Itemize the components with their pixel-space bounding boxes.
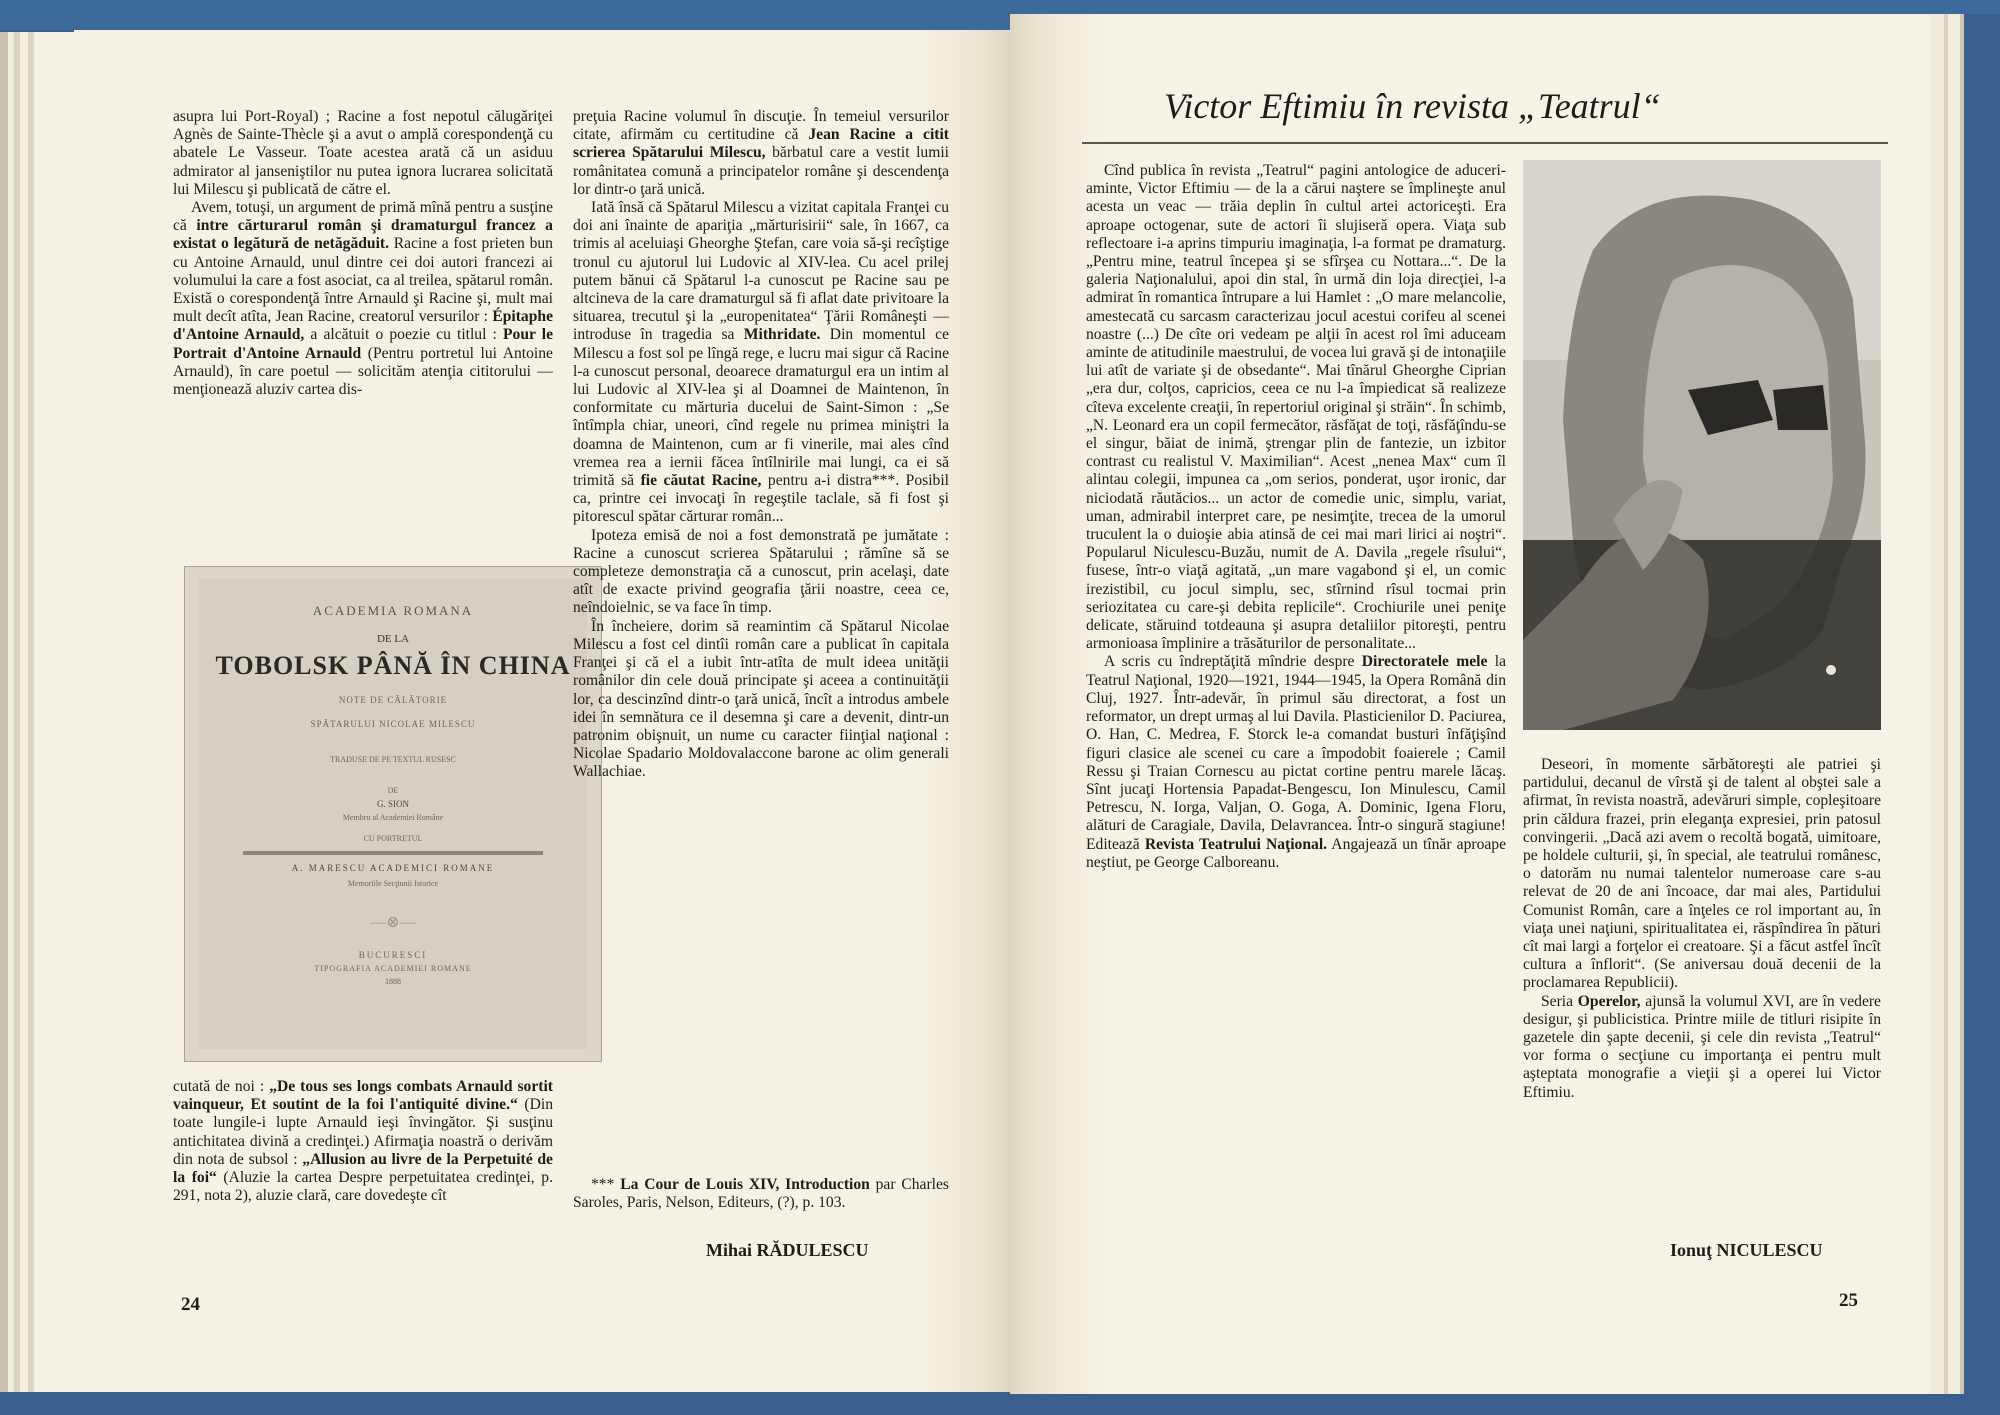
figure-academy-line: ACADEMIA ROMANA (312, 603, 474, 618)
bold-phrase: Operelor, (1577, 992, 1641, 1010)
bold-phrase: „Allusion au livre de la Perpetuité de la foi“ (173, 1150, 553, 1187)
article-headline: Victor Eftimiu în revista „Teatrul“ (1164, 86, 1661, 126)
bold-phrase: Revista Teatrului Naţional. (1144, 835, 1328, 853)
portrait-illustration (1523, 160, 1881, 730)
figure-portrait-note: CU PORTRETUL (363, 834, 423, 843)
paragraph: Avem, totuşi, un argument de primă mînă pentru a susţine că intre cărturarul român şi dramaturgul francez a existat o legătură de netăgăduit. Racine a fost prieten bun cu Antoine Arnauld, unul dintre cei doi autori francezi ai volumului la care a fost asociat, ca al treilea, spătarul român. Există o corespondenţă între Arnauld şi Racine şi, mult mai mult decît atîta, Jean Racine, creatorul versurilor : Épitaphe d'Antoine Arnauld, a alcătuit o poezie cu titlul : Pour le Portrait d'Antoine Arnauld (Pentru portretul lui Antoine Arnauld), în care poetul — solicităm atenţia cititorului — menţionează aluziv cartea dis- (173, 199, 553, 399)
figure-printer: TIPOGRAFIA ACADEMIEI ROMANE (314, 964, 472, 973)
right-column-2 (1523, 756, 1881, 1102)
book-title-page-image (184, 566, 602, 1062)
left-column-1-top (173, 108, 553, 399)
left-column-1-bottom (173, 1078, 553, 1205)
paragraph: cutată de noi : „De tous ses longs combats Arnauld sortit vainqueur, Et soutint de la foi l'antiquité divine.“ (Din toate lungile-i lupte Arnauld ieşi învingător. Şi susţinu antichitatea divină a credinţei.) Afirmaţia noastră o derivăm din nota de subsol : „Allusion au livre de la Perpetuité de la foi“ (Aluzie la cartea Despre perpetuitatea credinţei, p. 291, nota 2), aluzie clară, care dovedeşte cît (173, 1078, 554, 1205)
bold-phrase: „De tous ses longs combats Arnauld sortit vainqueur, Et soutint de la foi l'antiquité divine.“ (173, 1078, 553, 1114)
paragraph: asupra lui Port-Royal) ; Racine a fost nepotul călugăriţei Agnès de Sainte-Thècle şi a avut o amplă corespondenţă cu abatele Le Vasseur. Toate acestea arată că un asiduu admirator al janseniştilor nu putea ignora lucrarea solicitată lui Milescu şi publicată de către el. (173, 108, 553, 198)
page-stack-right (1930, 14, 2000, 1394)
bold-phrase: Directoratele mele (1361, 653, 1488, 671)
figure-series: Memoriile Secţiunii Istorice (347, 879, 439, 888)
figure-ornament (243, 851, 543, 855)
paragraph: Seria Operelor, ajunsă la volumul XVI, are în vedere desigur, şi publicistica. Printre miile de titluri risipite în gazetele din şapte decenii, şi cele din revista „Teatrul“ vor forma o secţiune cu importanţa ei pentru mult aşteptata monografie a vieţii şi a operei lui Victor Eftimiu. (1523, 992, 1881, 1101)
figure-translator: G. SION (376, 799, 409, 809)
figure-author: SPĂTARULUI NICOLAE MILESCU (310, 719, 476, 729)
footnote (573, 1176, 949, 1212)
bold-phrase: Mithridate. (743, 326, 821, 344)
headline-rule (1082, 142, 1888, 144)
portrait-photo (1523, 160, 1881, 730)
bold-phrase: Jean Racine a citit scrierea Spătarului Milescu, (573, 126, 949, 162)
figure-divider: —⊗— (370, 914, 416, 931)
figure-title: TOBOLSK PÂNĂ ÎN CHINA (215, 651, 571, 680)
bold-phrase: intre cărturarul român şi dramaturgul francez a existat o legătură de netăgăduit. (173, 217, 553, 253)
paragraph: Ipoteza emisă de noi a fost demonstrată pe jumătate : Racine a cunoscut scrierea Spătarului ; rămîne să se completeze demonstraţia că a cunoscut, prin acelaşi, date atît de exacte privind geografia ţării noastre, ceea ce, neîndoielnic, se va face în timp. (573, 526, 949, 617)
paragraph: Deseori, în momente sărbătoreşti ale patriei şi partidului, decanul de vîrstă şi de talent al obştei sale a afirmat, în revista noastră, adevăruri simple, copleşitoare prin căldura frazei, prin eleganţa expresiei, prin patosul convingerii. „Dacă azi avem o recoltă bogată, uimitoare, pe holdele culturii, şi, în special, ale teatrului românesc, o datorăm nu numai talentelor numeroase care s-au relevat de 20 de ani încoace, dar mai ales, Partidului Comunist Român, care a înţeles ce rol important au, în viaţa unei naţiuni, spiritualitatea ei, răspîndirea în pături cît mai largi a forţelor ei creatoare. Şi a făcut astfel încît cultura a înflorit“. (Se aniversau două decenii de la proclamarea Republicii). (1523, 756, 1881, 992)
bold-phrase: Pour le Portrait d'Antoine Arnauld (173, 326, 553, 362)
paragraph: Cînd publica în revista „Teatrul“ pagini antologice de aduceri-aminte, Victor Eftimiu — de la a cărui naştere se împlineşte anul acesta un veac — trăia deplin în cultul artei actoriceşti. Era aproape octogenar, sute de actori îi slujiseră opera. Viaţa sub reflectoare i-a aprins timpuriu imaginaţia, l-a format pe dramaturg. „Pentru mine, teatrul începea şi se sfîrşea cu Nottara...“. De la galeria Naţionalului, apoi din stal, în urmă din loja direcţiei, l-a admirat în romantica întrupare a lui Hamlet : „O mare melancolie, amestecată cu sarcasm caracterizau jocul acestui corifeu al scenei noastre (...) De cîte ori vedeam pe alţii în acest rol îmi aduceam aminte de atitudinile maestrului, de vocea lui gravă şi de intonaţiile lui atît de variate şi de obsedante“. Mai tînărul Gheorghe Ciprian „era dur, colţos, capricios, ceea ce nu l-a împiedicat să realizeze cîteva excelente creaţii, în repertoriul original şi străin“. În schimb, „N. Leonard era un copil fermecător, răsfăţat de toţi, răsfăţîndu-se el singur, băiat de inimă, ştrengar plin de fantezie, un izbitor contrast cu realistul V. Maximilian“. Acest „nenea Max“ cum îl alintau colegii, impunea ca „om serios, ponderat, uşor ironic, dar niciodată răutăcios... un actor de comedie unic, simplu, variat, uman, admirabil interpret care, pe nesimţite, trecea de la umorul truculent la o duioşie abia atinsă de cei mai mari lirici ai noştri“. Popularul Niculescu-Buzău, numit de A. Davila „regele rîsului“, fusese, într-o viaţă agitată, „un mare vagabond şi el, un comic irezistibil, cu jocul simplu, sec, stîrnind rîsul tocmai prin seriozitatea cu care-şi debita replicile“. Crochiurile unei peniţe delicate, stăruind totdeauna şi asupra detaliilor pitoreşti, pentru armonioasa împlinire a trăsăturilor de personalitate... (1086, 162, 1506, 653)
paragraph: A scris cu îndreptăţită mîndrie despre Directoratele mele la Teatrul Naţional, 1920—1921, 1944—1945, la Opera Română din Cluj, 1927. Într-adevăr, în primul său directorat, a fost un reformator, un drept urmaş al lui Davila. Plasticienilor D. Paciurea, O. Han, C. Medrea, F. Storck le-a comandat busturi înfăţişînd figuri clasice ale scenei cu care a împodobit foaierele ; Camil Ressu şi Traian Cornescu au pictat cortine pentru marele lăcaş. Sînt jucaţi Hortensia Papadat-Bengescu, Ion Minulescu, Camil Petrescu, N. Iorga, Valjan, O. Goga, A. Dominic, Igena Floru, alături de Caragiale, Davila, Delavrancea. Într-o singură stagiune! Editează Revista Teatrului Naţional. Angajează un tînăr aproape neştiut, pe George Calboreanu. (1086, 653, 1507, 871)
figure-city: BUCURESCI (358, 950, 428, 960)
figure-year: 1888 (385, 977, 401, 986)
figure-translation: TRADUSE DE PE TEXTUL RUSESC (330, 755, 456, 764)
figure-publisher-line: A. MARESCU ACADEMICI ROMANE (291, 863, 495, 873)
bold-phrase: fie căutat Racine, (640, 472, 762, 490)
author-signature-right: Ionuţ NICULESCU (1670, 1240, 1823, 1260)
right-page (1010, 14, 1944, 1394)
left-column-2 (573, 108, 949, 782)
figure-de-la: DE LA (376, 633, 410, 645)
paragraph: Iată însă că Spătarul Milescu a vizitat capitala Franţei cu doi ani înainte de apariţia „mărturisirii“ sale, în 1667, ca trimis al aceluiaşi Gheorghe Ştefan, care voia să-şi recîştige tronul cu ajutorul lui Ludovic al XIV-lea. Cu acel prilej putem bănui că Spătarul l-a cunoscut pe Racine sau pe altcineva de la care dramaturgul să fi aflat date privitoare la situarea, trecutul şi la „europenitatea“ Ţării Româneşti — introduse în tragedia sa Mithridate. Din momentul ce Milescu a fost sol pe lîngă rege, e lucru mai sigur că Racine l-a cunoscut personal, deoarece dramaturgul era un intim al lui Ludovic al XIV-lea şi al Doamnei de Maintenon, în conformitate cu mărturia ducelui de Saint-Simon : „Se întîmpla chiar, uneori, cînd regele nu primea miniştri la doamna de Maintenon, cum ar fi vinerile, mai ales cînd vremea rea a iernii făcea întîlnirile mai lungi, ca ei să trimită să fie căutat Racine, pentru a-i distra***. Posibil ca, printre cei invocaţi în regeştile taclale, să fi fost şi pitorescul spătar cărturar român... (573, 199, 949, 526)
right-column-1 (1086, 162, 1506, 872)
bold-phrase: La Cour de Louis XIV, Introduction (620, 1176, 870, 1193)
bold-phrase: Épitaphe d'Antoine Arnauld, (173, 308, 553, 344)
figure-translator-title: Membru al Academiei Române (342, 813, 444, 822)
author-signature: Mihai RĂDULESCU (706, 1240, 869, 1260)
figure-de: DE (387, 786, 399, 795)
paragraph: preţuia Racine volumul în discuţie. În temeiul versurilor citate, afirmăm cu certitudine că Jean Racine a citit scrierea Spătarului Milescu, bărbatul care a vestit lumii românitatea comună a principatelor române şi descendenţa lor dintr-o ţară unică. (573, 108, 950, 198)
page-number-right: 25 (1839, 1290, 1858, 1311)
paragraph: În încheiere, dorim să reamintim că Spătarul Nicolae Milescu a fost cel dintîi român care a publicat în capitala Franţei şi că el a iubit într-atîta de mult ideea unităţii românilor din cele două principate şi aceea a continuităţii lor, ca descinzînd dintr-o ţară unică, încît a introdus ambele idei în semnătura ce il desemna şi care a devenit, dintr-un patronim obişnuit, un nume cu caracter fiinţial naţional : Nicolae Spadario Moldovalaccone barone ac olim generali Wallachiae. (573, 617, 949, 781)
title-page-illustration (199, 579, 587, 1049)
paragraph: *** La Cour de Louis XIV, Introduction par Charles Saroles, Paris, Nelson, Editeurs, (?), p. 103. (573, 1176, 949, 1212)
left-page (74, 30, 1010, 1392)
figure-subtitle: NOTE DE CĂLĂTORIE (338, 695, 448, 705)
page-number-left: 24 (181, 1294, 200, 1315)
